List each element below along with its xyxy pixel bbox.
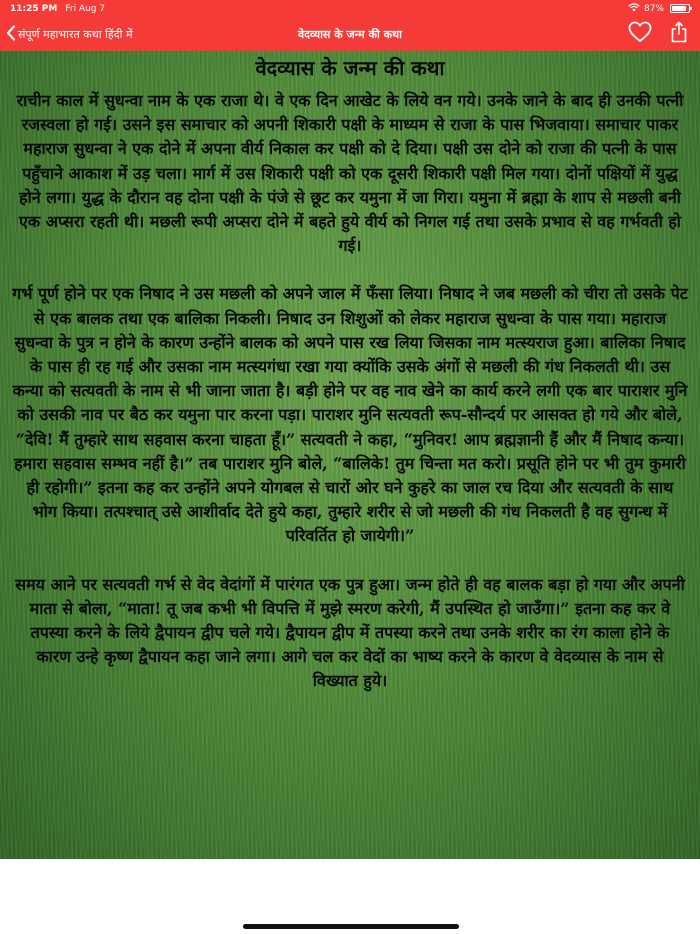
favorite-button[interactable] [628, 21, 652, 47]
battery-percent: 87% [643, 3, 664, 14]
bottom-area [0, 859, 700, 934]
status-indicators [628, 3, 690, 15]
status-time: 11:25 PM [10, 3, 58, 14]
battery-level [672, 6, 686, 11]
heart-icon [628, 21, 652, 47]
battery-icon [670, 4, 690, 13]
story-content[interactable] [0, 51, 700, 859]
story-heading: वेदव्यास के जन्म की कथा [255, 56, 445, 80]
nav-actions [628, 17, 688, 51]
back-button[interactable] [6, 17, 133, 51]
story-paragraph-1: राचीन काल में सुधन्वा नाम के एक राजा थे। वे एक दिन आखेट के लिये वन गये। उनके जाने के बाद ही उनकी पत्नी रजस्वला हो गई। उसने इस समाचार को अपनी शिकारी पक्षी के माध्यम से राजा के पास भिजवाया। समाचार पाकर महाराज सुधन्वा ने एक दोने में अपना वीर्य निकाल कर पक्षी को दे दिया। पक्षी उस दोने को राजा की पत्नी के पास पहुँचाने आकाश में उड़ चला। मार्ग में उस शिकारी पक्षी को एक दूसरी शिकारी पक्षी मिल गया। दोनों पक्षियों में युद्ध होने लगा। युद्ध के दौरान वह दोना पक्षी के पंजे से छूट कर यमुना में जा गिरा। यमुना में ब्रह्मा के शाप से मछली बनी एक अप्सरा रहती थी। मछली रूपी अप्सरा दोने में बहते हुये वीर्य को निगल गई तथा उसके प्रभाव से वह गर्भवती हो गई। [16, 91, 684, 256]
back-button-label: संपूर्ण महाभारत कथा हिंदी में [18, 27, 133, 41]
home-indicator[interactable] [243, 924, 459, 929]
wifi-icon [628, 3, 640, 15]
story-paragraph-3: समय आने पर सत्यवती गर्भ से वेद वेदांगों में पारंगत एक पुत्र हुआ। जन्म होते ही वह बालक बड़ा हो गया और अपनी माता से बोला, “माता! तू जब कभी भी विपत्ति में मुझे स्मरण करेगी, मैं उपस्थित हो जाउँगा।” इतना कह कर वे तपस्या करने के लिये द्वैपायन द्वीप चले गये। द्वैपायन द्वीप में तपस्या करने तथा उनके शरीर का रंग काला होने के कारण उन्हे कृष्ण द्वैपायन कहा जाने लगा। आगे चल कर वेदों का भाष्य करने के कारण वे वेदव्यास के नाम से विख्यात हुये। [15, 574, 685, 691]
share-button[interactable] [670, 21, 688, 47]
status-bar [0, 0, 700, 17]
story-paragraph-2: गर्भ पूर्ण होने पर एक निषाद ने उस मछली को अपने जाल में फँसा लिया। निषाद ने जब मछली को चीरा तो उसके पेट से एक बालक तथा एक बालिका निकली। निषाद उन शिशुओं को लेकर महाराज सुधन्वा के पास गया। महाराज सुधन्वा के पुत्र न होने के कारण उन्होंने बालक को अपने पास रख लिया जिसका नाम मत्स्यराज हुआ। बालिका निषाद के पास ही रह गई और उसका नाम मत्स्यगंधा रखा गया क्योंकि उसके अंगों से मछली की गंध निकलती थी। उस कन्या को सत्यवती के नाम से भी जाना जाता है। बड़ी होने पर वह नाव खेने का कार्य करने लगी एक बार पाराशर मुनि को उसकी नाव पर बैठ कर यमुना पार करना पड़ा। पाराशर मुनि सत्यवती रूप-सौन्दर्य पर आसक्त हो गये और बोले, “देवि! मैं तुम्हारे साथ सहवास करना चाहता हूँ।” सत्यवती ने कहा, “मुनिवर! आप ब्रह्मज्ञानी हैं और मैं निषाद कन्या। हमारा सहवास सम्भव नहीं है।” तब पाराशर मुनि बोले, “बालिके! तुम चिन्ता मत करो। प्रसूति होने पर भी तुम कुमारी ही रहोगी।” इतना कह कर उन्होंने अपने योगबल से चारों ओर घने कुहरे का जाल रच दिया और सत्यवती के साथ भोग किया। तत्पश्चात् उसे आशीर्वाद देते हुये कहा, तुम्हारे शरीर से जो मछली की गंध निकलती है वह सुगन्ध में परिवर्तित हो जायेगी।” [12, 284, 688, 546]
share-icon [670, 21, 688, 47]
status-date: Fri Aug 7 [65, 3, 106, 14]
page-title: वेदव्यास के जन्म की कथा [297, 27, 402, 41]
chevron-left-icon [6, 25, 16, 44]
navigation-bar [0, 17, 700, 51]
